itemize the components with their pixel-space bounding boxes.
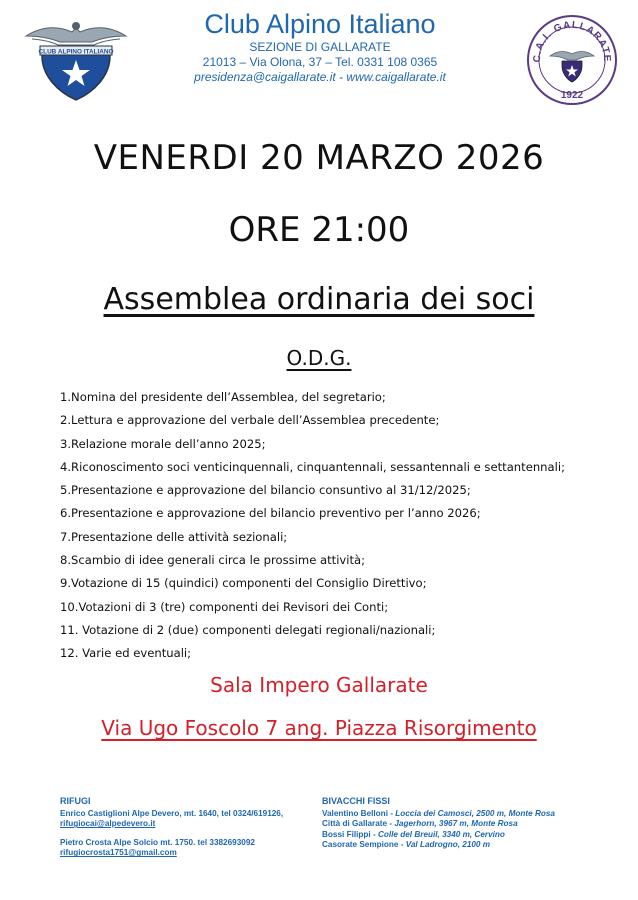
bivacco-name: Bossi Filippi - [322, 829, 378, 839]
seal-year: 1922 [560, 90, 584, 101]
footer-bivacchi [322, 796, 622, 851]
club-info [150, 8, 490, 85]
footer-rifugi [60, 796, 310, 859]
bivacco-item [322, 830, 622, 841]
letterhead [0, 0, 638, 110]
rifugio-castiglioni-email[interactable]: rifugiocai@alpedevero.it [60, 819, 156, 829]
venue-hall: Sala Impero Gallarate [210, 673, 428, 697]
bivacco-detail: Colle del Breuil, 3340 m, Cervino [377, 829, 505, 839]
agenda-item: 8.Scambio di idee generali circa le prossime attività; [60, 553, 366, 568]
rifugio-crosta-email[interactable]: rifugiocrosta1751@gmail.com [60, 848, 177, 858]
agenda-item: 12. Varie ed eventuali; [60, 646, 192, 661]
bivacco-item [322, 819, 622, 830]
cai-eagle-logo [22, 12, 130, 102]
bivacco-name: Città di Gallarate - [322, 819, 395, 829]
agenda-item: 2.Lettura e approvazione del verbale dell’Assemblea precedente; [60, 413, 440, 428]
agenda-item: 4.Riconoscimento soci venticinquennali, cinquantennali, sessantennali e settantennali; [60, 459, 565, 474]
bivacco-detail: Val Ladrogno, 2100 m [405, 840, 491, 850]
agenda-item: 3.Relazione morale dell’anno 2025; [60, 436, 266, 451]
bivacco-name: Valentino Belloni - [322, 808, 396, 818]
event-date: VENERDI 20 MARZO 2026 [93, 138, 545, 178]
seal-text: C.A.I. GALLARATE [531, 19, 613, 63]
rifugio-castiglioni: Enrico Castiglioni Alpe Devero, mt. 1640, tel 0324/619126, [60, 808, 284, 818]
event-time: ORE 21:00 [228, 210, 410, 250]
bivacco-detail: Jagerhorn, 3967 m, Monte Rosa [394, 819, 518, 829]
agenda-item: 5.Presentazione e approvazione del bilancio consuntivo al 31/12/2025; [60, 483, 471, 498]
agenda-item: 9.Votazione di 15 (quindici) componenti del Consiglio Direttivo; [60, 576, 427, 591]
agenda-item: 10.Votazioni di 3 (tre) componenti dei Revisori dei Conti; [60, 599, 389, 614]
club-name: Club Alpino Italiano [204, 9, 436, 39]
section-name: SEZIONE DI GALLARATE [249, 40, 391, 54]
agenda-item: 11. Votazione di 2 (due) componenti delegati regionali/nazionali; [60, 622, 436, 637]
event-title: Assemblea ordinaria dei soci [103, 282, 535, 317]
cai-gallarate-seal [526, 14, 618, 106]
agenda-item: 7.Presentazione delle attività sezionali; [60, 529, 288, 544]
agenda-list [60, 386, 620, 666]
agenda-item: 1.Nomina del presidente dell’Assemblea, del segretario; [60, 390, 386, 404]
bivacco-item [322, 840, 622, 851]
venue-address: Via Ugo Foscolo 7 ang. Piazza Risorgimento [101, 716, 537, 740]
bivacco-detail: Loccia dei Camosci, 2500 m, Monte Rosa [395, 808, 555, 818]
rifugio-crosta: Pietro Crosta Alpe Solcio mt. 1750. tel 3382693092 [60, 837, 255, 847]
logo-left-text: CLUB ALPINO ITALIANO [38, 48, 114, 56]
club-contacts: presidenza@caigallarate.it - www.caigallarate.it [194, 70, 446, 84]
rifugi-title: RIFUGI [60, 796, 91, 806]
club-address: 21013 – Via Olona, 37 – Tel. 0331 108 0365 [202, 55, 438, 69]
bivacco-name: Casorate Sempione - [322, 840, 406, 850]
agenda-heading: O.D.G. [286, 346, 352, 370]
bivacco-item [322, 809, 622, 820]
agenda-item: 6.Presentazione e approvazione del bilancio preventivo per l’anno 2026; [60, 506, 481, 521]
bivacchi-title: BIVACCHI FISSI [322, 796, 390, 806]
